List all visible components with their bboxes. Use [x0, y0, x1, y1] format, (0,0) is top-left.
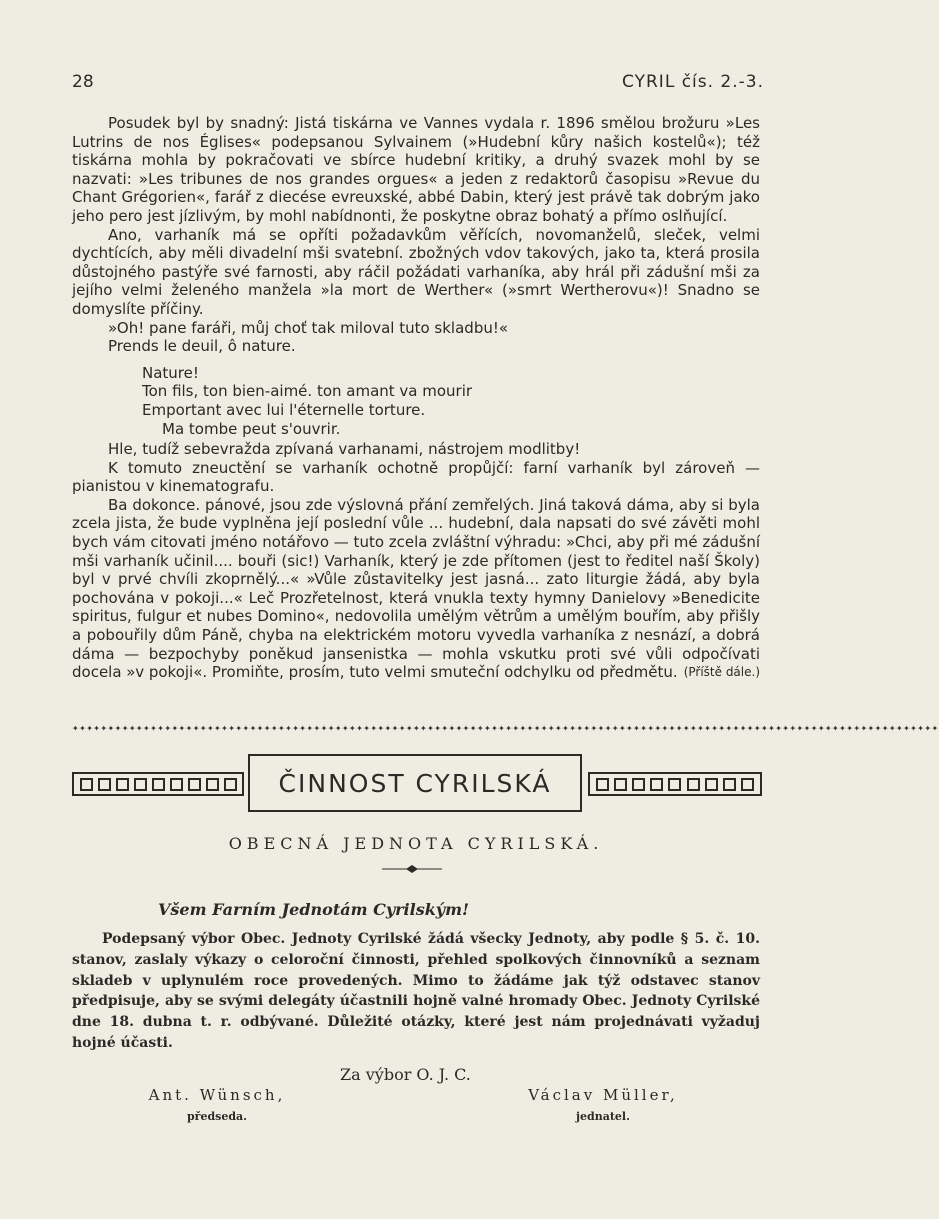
divider-flourish — [380, 862, 444, 876]
article-body — [72, 114, 760, 682]
quote: »Oh! pane faráři, můj choť tak miloval tuto skladbu!« — [108, 318, 509, 337]
section-subtitle: OBECNÁ JEDNOTA CYRILSKÁ. — [228, 834, 604, 853]
notice-text: Podepsaný výbor Obec. Jednoty Cyrilské žádá všecky Jednoty, aby podle § 5. č. 10. stanov, zaslaly výkazy o celoroční činnosti, přehled spolkových činnovníků a seznam skladeb v uplynulém roce provedených. Mimo to žádáme jak týž odstavec stanov předpisuje, aby se svými delegáty účastnili hojně valné hromady Obec. Jednoty Cyrilské dne 18. dubna t. r. odbývané. Důležité otázky, které jest nám projednávati vyžaduj hojné účasti. — [72, 931, 760, 1051]
verse-line: Nature! — [142, 363, 199, 382]
page-number: 28 — [72, 72, 94, 92]
signatory-name: Ant. Wünsch, — [148, 1086, 286, 1104]
paragraph: Ano, varhaník má se opříti požadavkům věřících, novomanželů, sleček, velmi dychtících, aby měli divadelní mši svatební. zbožných vdov takových, jako ta, která prosila důstojného pastýře své farnosti, aby ráčil požádati varhaníka, aby hrál při zádušní mši za jejího velmi želeného manžela »la mort de Werther« (»smrt Wertherovu«)! Snadno se domyslíte příčiny. — [72, 225, 760, 318]
section-title: ČINNOST CYRILSKÁ — [248, 754, 582, 812]
verse-line: Emportant avec lui l'éternelle torture. — [142, 400, 426, 419]
continued-note: (Příště dále.) — [683, 665, 760, 680]
paragraph — [72, 496, 760, 682]
verse-line: Ton fils, ton bien-aimé. ton amant va mourir — [142, 382, 473, 401]
section-banner — [72, 754, 762, 812]
signatory-role: jednatel. — [576, 1110, 630, 1123]
box-ornament-right — [588, 772, 762, 796]
on-behalf-line: Za výbor O. J. C. — [340, 1065, 471, 1084]
signature-secretary — [508, 1086, 698, 1123]
paragraph: Hle, tudíž sebevražda zpívaná varhanami, nástrojem modlitby! — [108, 440, 581, 459]
box-ornament-left — [72, 772, 244, 796]
journal-issue: CYRIL čís. 2.-3. — [622, 72, 764, 92]
signature-chairman — [132, 1086, 302, 1123]
verse-line: Ma tombe peut s'ouvrir. — [162, 419, 341, 438]
paragraph: K tomuto zneuctění se varhaník ochotně propůjčí: farní varhaník byl zároveň — pianistou v kinematografu. — [72, 458, 760, 496]
quote: Prends le deuil, ô nature. — [108, 337, 296, 356]
address-heading: Všem Farním Jednotám Cyrilským! — [158, 900, 470, 919]
signatory-role: předseda. — [186, 1110, 248, 1123]
paragraph: Posudek byl by snadný: Jistá tiskárna ve Vannes vydala r. 1896 smělou brožuru »Les Lutrins de nos Églises« podepsanou Sylvainem (»Hudební kůry našich kostelů«); též tiskárna mohla by pokračovati ve sbírce hudební kritiky, a druhý svazek mohl by se nazvati: »Les tribunes de nos grandes orgues« a jeden z redaktorů časopisu »Revue du Chant Grégorien«, farář z diecése evreuxské, abbé Dabin, který jest právě tak dobrým jako jeho pero jest jízlivým, by mohl nabídnonti, že poskytne obraz bohatý a přímo oslňující. — [72, 114, 760, 225]
signatory-name: Václav Müller, — [528, 1086, 678, 1104]
verse — [142, 364, 760, 438]
paragraph-text: Ba dokonce. pánové, jsou zde výslovná přání zemřelých. Jiná taková dáma, aby si byla zcela jista, že bude vyplněna její poslední vůle ... hudební, dala napsati do své závěti mohl bych vám citovati jméno notářovo — tuto zcela zvláštní výhradu: »Chci, aby při mé zádušní mši varhaník učinil.... bouři (sic!) Varhaník, který je zde přítomen (jest to ředitel naší Školy) byl v prvé chvíli zkoprnělý...« »Vůle zůstavitelky jest jasná... zato liturgie žádá, aby byla pochována v pokoji...« Leč Prozřetelnost, která vnukla texty hymny Danielovy »Benedicite spiritus, fulgur et nubes Domino«, nedovolila umělým větrům a umělým bouřím, aby přišly a pobouřily dům Páně, chyba na elektrickém motoru vyvedla varhaníka z nesnází, a dobrá dáma — bezpochyby poněkud jansenistka — mohla vskutku proti své vůli odpočívati docela »v pokoji«. Promiňte, prosím, tuto velmi smuteční odchylku od předmětu. — [72, 495, 760, 682]
ornamental-rule: ✦✦✦✦✦✦✦✦✦✦✦✦✦✦✦✦✦✦✦✦✦✦✦✦✦✦✦✦✦✦✦✦✦✦✦✦✦✦✦✦✦✦✦✦✦✦✦✦✦✦✦✦✦✦✦✦✦✦✦✦✦✦✦✦✦✦✦✦✦✦✦✦✦✦✦✦✦✦✦✦✦✦✦✦✦✦✦✦✦✦✦✦✦✦✦✦✦✦✦✦✦✦✦✦✦✦✦✦✦✦✦✦✦✦✦✦✦✦✦✦✦✦ — [72, 724, 939, 733]
